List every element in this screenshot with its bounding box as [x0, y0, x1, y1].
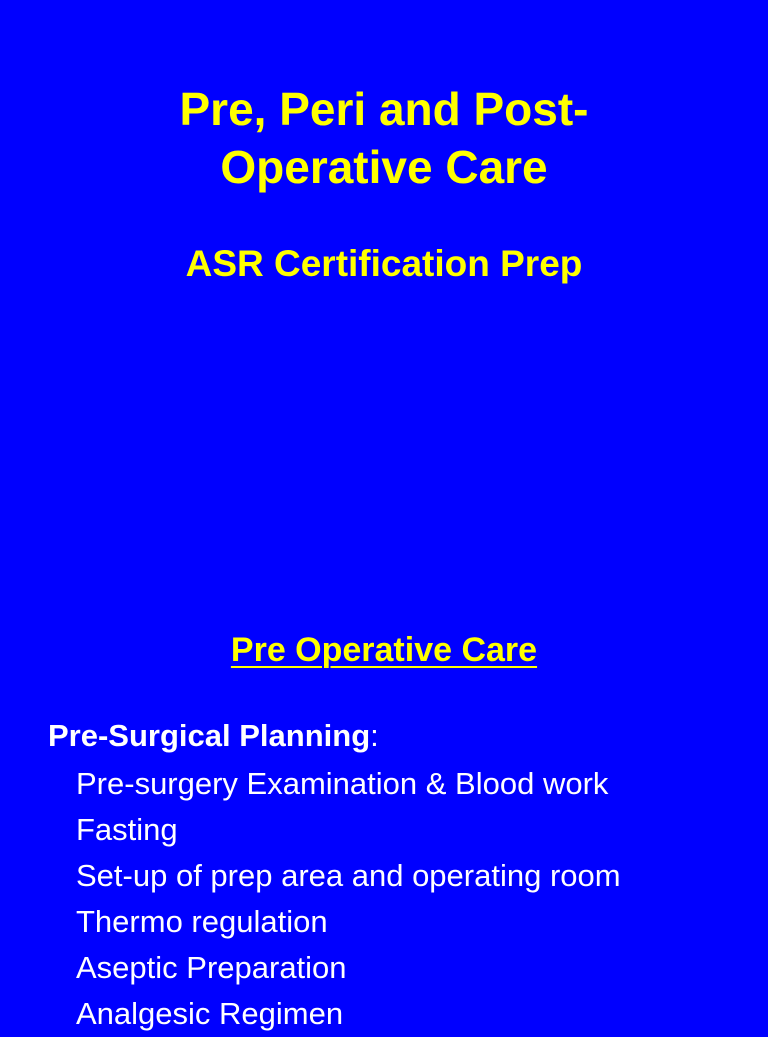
section-heading — [48, 716, 379, 756]
section-heading-label: Pre-Surgical Planning — [48, 718, 371, 753]
section-title: Pre Operative Care — [230, 631, 538, 669]
list-item: Analgesic Regimen — [76, 996, 344, 1031]
planning-list — [76, 761, 621, 1037]
pre-operative-care-slide — [0, 598, 768, 1031]
slide-title-line-2: Operative Care — [220, 141, 548, 193]
list-item: Aseptic Preparation — [76, 950, 347, 985]
section-heading-colon: : — [370, 718, 379, 753]
list-item: Set-up of prep area and operating room — [76, 858, 621, 893]
slide-subtitle: ASR Certification Prep — [185, 243, 583, 284]
slide-title-line-1: Pre, Peri and Post- — [179, 83, 589, 135]
list-item: Thermo regulation — [76, 904, 328, 939]
list-item: Fasting — [76, 812, 178, 847]
list-item: Pre-surgery Examination & Blood work — [76, 766, 609, 801]
slide-title — [0, 80, 768, 196]
